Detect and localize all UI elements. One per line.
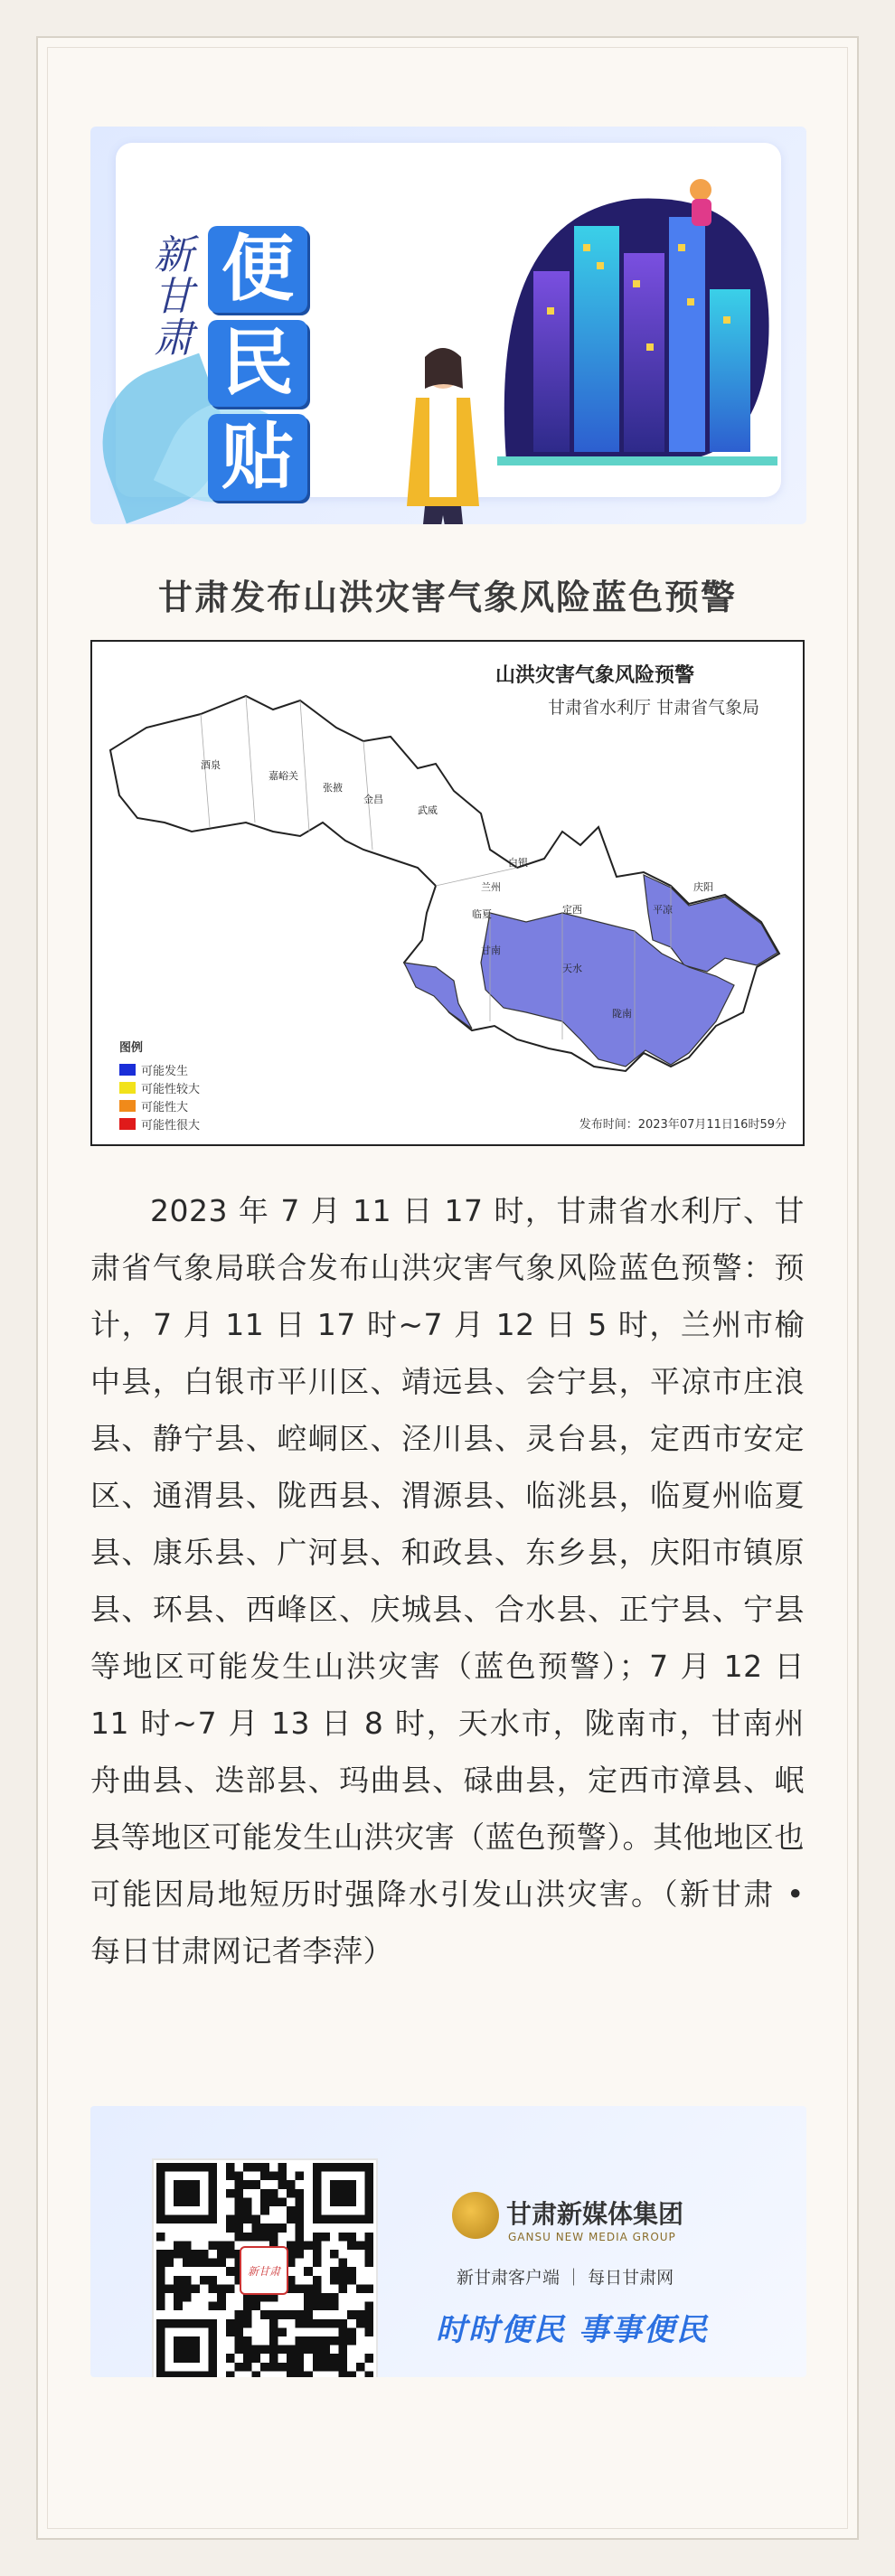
brand-logo: 新甘肃 [154,232,193,362]
qr-badge: 新甘肃 [240,2246,288,2295]
warning-map [90,640,805,1146]
city-label: 定西 [562,904,582,916]
org-name: 甘肃新媒体集团 [506,2199,684,2229]
person-illustration [389,334,497,524]
city-label: 平凉 [653,904,673,916]
city-illustration [470,163,787,479]
city-label: 天水 [562,963,582,974]
city-label: 嘉峪关 [268,770,298,782]
bianmin-char-3: 贴 [208,414,307,501]
city-label: 庆阳 [693,881,713,893]
city-label: 兰州 [481,881,501,893]
city-label: 甘南 [481,945,501,956]
legend-item [119,1060,200,1078]
city-label: 金昌 [363,794,383,805]
banner [90,127,806,524]
legend-swatch [119,1064,136,1076]
legend-label: 可能性较大 [141,1082,201,1096]
legend-swatch [119,1082,136,1094]
app-links[interactable]: 新甘肃客户端 ｜ 每日甘肃网 [457,2268,674,2288]
legend-swatch [119,1100,136,1112]
city-label: 陇南 [612,1008,632,1020]
city-label: 白银 [508,857,528,869]
city-label: 临夏 [472,908,492,920]
city-label: 张掖 [323,782,343,794]
legend-title: 图例 [119,1041,144,1055]
org-logo-icon [452,2192,499,2239]
legend-item [119,1096,200,1114]
article-title: 甘肃发布山洪灾害气象风险蓝色预警 [157,578,737,617]
footer-banner [90,2106,806,2377]
publish-time: 发布时间：2023年07月11日16时59分 [579,1118,787,1132]
bianmin-char-1: 便 [208,226,307,313]
legend-item [119,1078,200,1096]
map-title: 山洪灾害气象风险预警 [495,664,694,687]
map-issuer: 甘肃省水利厅 甘肃省气象局 [547,698,759,718]
bianmin-label [208,226,307,508]
map-legend [119,1038,200,1133]
legend-label: 可能发生 [141,1064,189,1078]
legend-label: 可能性大 [141,1100,189,1114]
bianmin-char-2: 民 [208,320,307,407]
city-label: 武威 [418,804,438,816]
legend-label: 可能性很大 [141,1118,201,1133]
legend-swatch [119,1118,136,1130]
slogan: 时时便民 事事便民 [436,2312,709,2348]
article-body: 2023 年 7 月 11 日 17 时，甘肃省水利厅、甘肃省气象局联合发布山洪灾害气象风险蓝色预警：预计，7 月 11 日 17 时~7 月 12 日 5 时，兰州市榆中县，白银市平川区、靖远县、会宁县，平凉市庄浪县、静宁县、崆峒区、泾川县、灵台县，定西市安定区、通渭县、陇西县、渭源县、临洮县，临夏州临夏县、康乐县、广河县、和政县、东乡县，庆阳市镇原县、环县、西峰区、庆城县、合水县、正宁县、宁县等地区可能发生山洪灾害（蓝色预警）；7 月 12 日 11 时~7 月 13 日 8 时，天水市，陇南市，甘南州舟曲县、迭部县、玛曲县、碌曲县，定西市漳县、岷县等地区可能发生山洪灾害（蓝色预警）。其他地区也可能因局地短历时强降水引发山洪灾害。（新甘肃 • 每日甘肃网记者李萍） [90,1193,805,1969]
org-name-en: GANSU NEW MEDIA GROUP [508,2231,676,2243]
city-label: 酒泉 [201,759,221,771]
legend-item [119,1114,200,1133]
